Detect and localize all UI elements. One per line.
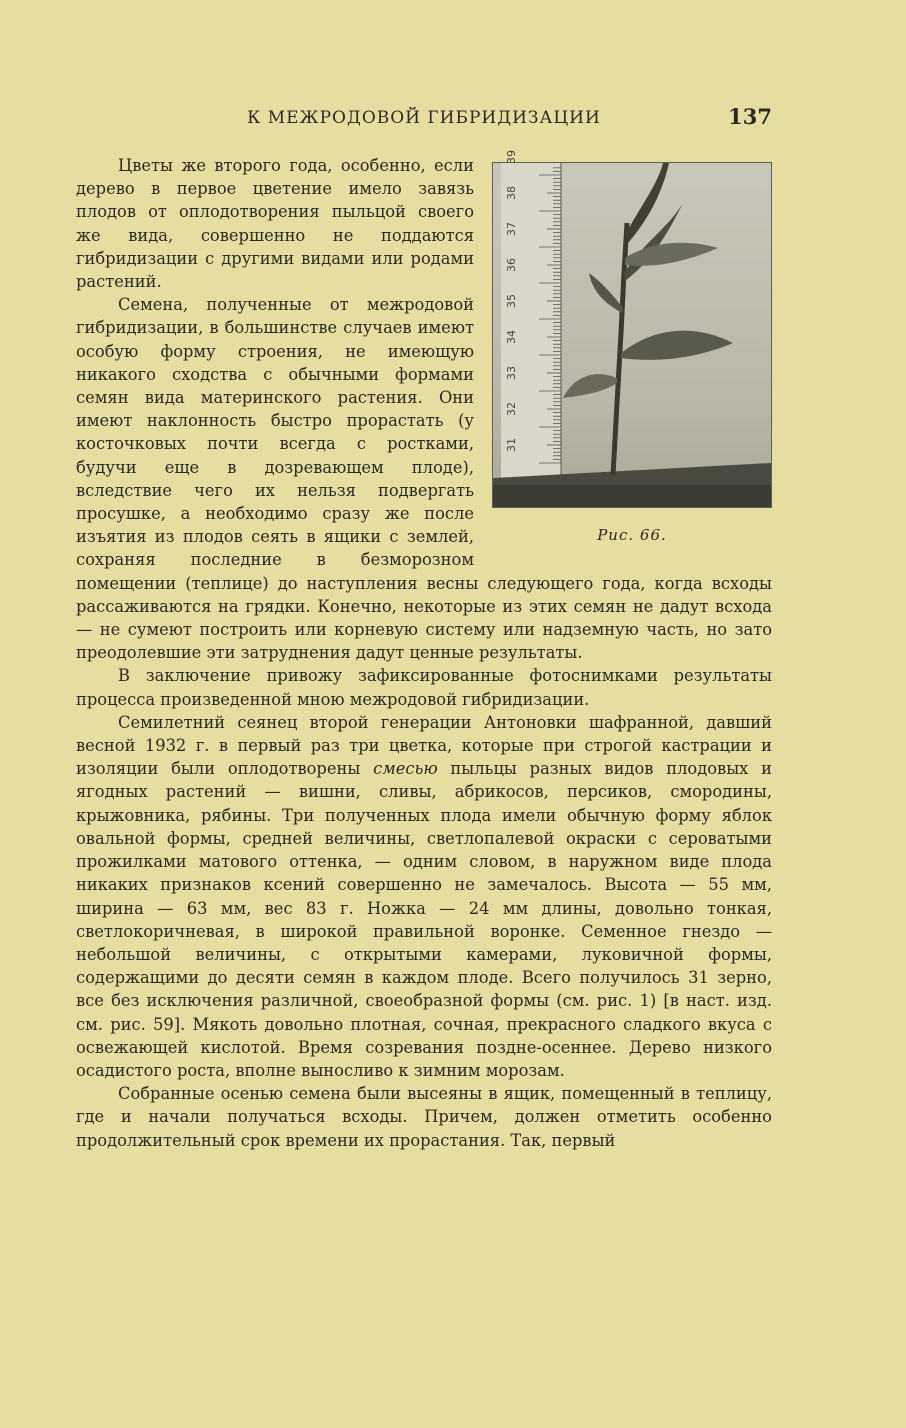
emphasis-smesyu: смесью [373,759,438,779]
ruler-label: 38 [505,186,518,200]
ruler-label: 35 [505,294,518,308]
paragraph-4 [76,711,772,1082]
ruler-label: 34 [505,330,518,344]
ruler-label: 36 [505,258,518,272]
ruler-label: 33 [505,366,518,380]
figure-caption: Рис. 66. [597,526,667,544]
body-text [76,150,772,1152]
figure-66 [492,150,772,547]
paragraph-1: Цветы же второго года, особенно, если дерево в первое цветение имело завязь плодов от оплодотворения пыльцой своего же вида, совершенно не поддаются гибридизации с другими видами или родами растений. [76,156,474,292]
ruler-label: 31 [505,438,518,452]
page-header [76,104,772,132]
ruler-label: 37 [505,222,518,236]
paragraph-4-end: пыльцы разных видов плодовых и ягодных растений — вишни, сливы, абрикосов, персиков, смородины, крыжовника, рябины. Три полученных плода имели обычную форму яблок овальной формы, средней величины, светлопалевой окраски с сероватыми прожилками матового оттенка, — одним словом, в наружном виде плода никаких признаков ксений совершенно не замечалось. Высота — 55 мм, ширина — 63 мм, вес 83 г. Ножка — 24 мм длины, довольно тонкая, светлокоричневая, в широкой правильной воронке. Семенное гнездо — небольшой величины, с открытыми камерами, луковичной формы, содержащими до десяти семян в каждом плоде. Всего получилось 31 зерно, все без исключения различной, своеобразной формы (см. рис. 1) [в наст. изд. см. рис. 59]. Мякоть довольно плотная, сочная, прекрасного сладкого вкуса с освежающей кислотой. Время созревания поздне-осеннее. Дерево низкого осадистого роста, вполне выносливо к зимним морозам. [76,759,772,1080]
paragraph-3: В заключение привожу зафиксированные фотоснимками результаты процесса произведенной мною межродовой гибридизации. [76,666,772,709]
paragraph-2: Семена, полученные от межродовой гибридизации, в большинстве случаев имеют особую форму строения, не имеющую никакого сходства с обычными формами семян вида материнского растения. Они имеют наклонность быстро прорастать (у косточковых почти всегда с ростками, будучи еще в дозревающем плоде), вследствие чего их нельзя подвергать просушке, а необходимо сразу же после изъятия из плодов сеять в ящики с землей, сохраняя последние в безморозном помещении (теплице) до наступления весны следующего года, когда всходы рассаживаются на грядки. Конечно, некоторые из этих семян не дадут всхода — не сумеют построить или корневую систему или надземную часть, но зато преодолевшие эти затруднения дадут ценные результаты. [76,295,772,663]
ruler-label: 32 [505,402,518,416]
running-title: К МЕЖРОДОВОЙ ГИБРИДИЗАЦИИ [247,108,601,128]
page-number: 137 [728,104,772,129]
plant-seedling-photo [492,150,772,508]
paragraph-5: Собранные осенью семена были высеяны в ящик, помещенный в теплицу, где и начали получаться всходы. Причем, должен отметить особенно продолжительный срок времени их прорастания. Так, первый [76,1084,772,1150]
paragraph-4-start: Семилетний сеянец второй генерации Антоновки шафранной, давший весной 1932 г. в первый раз три цветка, которые при строгой кастрации и изоляции были оплодотворены [76,712,772,779]
ruler-label: 39 [505,150,518,164]
